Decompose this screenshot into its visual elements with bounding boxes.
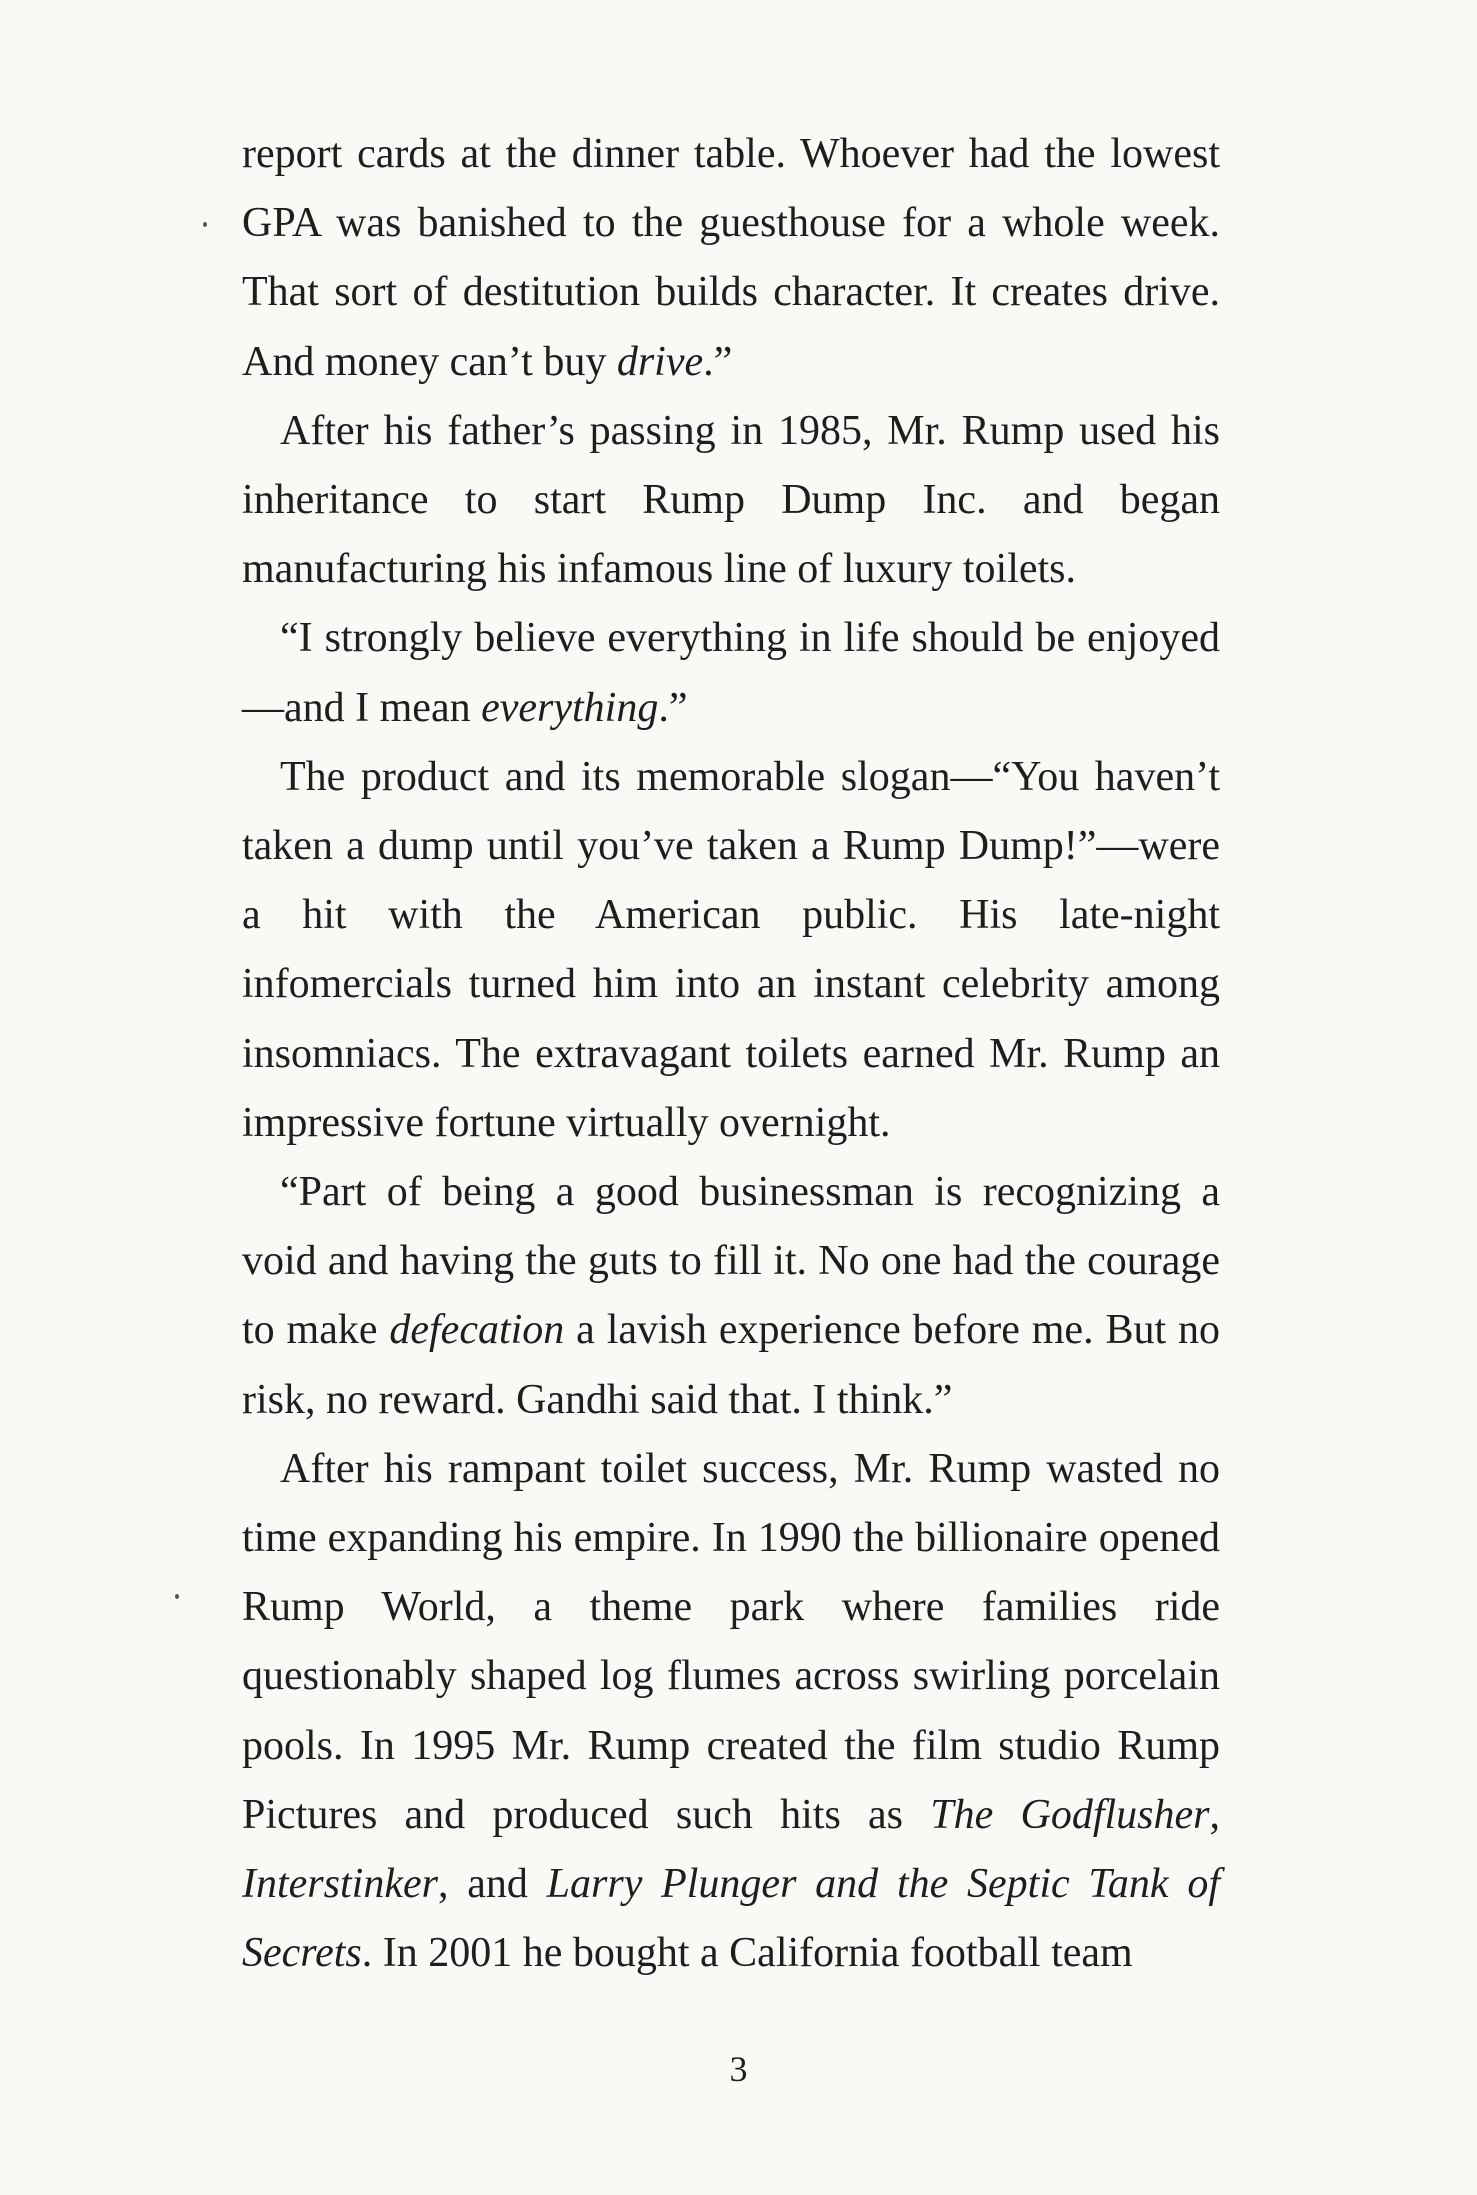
italic-text: Larry Plunger and the Septic Tank of Secrets: [242, 1861, 1220, 1977]
page-number: 3: [729, 2049, 748, 2089]
text-span: a lavish experience before me. But no risk, no reward. Gandhi said that. I think.”: [242, 1307, 1221, 1423]
text-span: After his father’s passing in 1985, Mr. Rump used his inheritance to start Rump Dump Inc. and began manufacturing his infamous line of luxury toilets.: [242, 407, 1220, 593]
text-span: . In 2001 he bought a California football team: [361, 1930, 1133, 1977]
paragraph: [242, 1435, 1220, 1989]
text-span: .”: [703, 338, 733, 385]
text-span: report cards at the dinner table. Whoever had the lowest GPA was banished to the guesthouse for a whole week. That sort of destitution builds character. It creates drive. And money can’t buy: [242, 131, 1220, 385]
text-span: “Part of being a good businessman is recognizing a void and having the guts to fill it. No one had the courage to make: [242, 1169, 1220, 1354]
paragraph: [242, 1158, 1220, 1435]
paragraph: [242, 604, 1220, 742]
body-text: [242, 120, 1220, 1988]
italic-text: drive: [616, 338, 704, 385]
text-span: .”: [658, 684, 688, 731]
paragraph: [242, 743, 1220, 1158]
scan-speck: [175, 1594, 179, 1599]
text-span: “I strongly believe everything in life should be enjoyed—and I mean: [242, 615, 1220, 731]
italic-text: Interstinker: [242, 1861, 438, 1908]
italic-text: defecation: [389, 1307, 565, 1354]
scan-speck: [203, 222, 207, 227]
paragraph: [242, 120, 1220, 397]
text-span: , and: [437, 1861, 547, 1908]
text-span: ,: [1209, 1791, 1220, 1838]
paragraph: [242, 397, 1220, 605]
italic-text: The Godflusher: [930, 1791, 1210, 1838]
text-span: The product and its memorable slogan—“You haven’t taken a dump until you’ve taken a Rump Dump!”—were a hit with the American public. His late-night infomercials turned him into an instant celebrity among insomniacs. The extravagant toilets earned Mr. Rump an impressive fortune virtually overnight.: [242, 753, 1220, 1146]
text-span: After his rampant toilet success, Mr. Rump wasted no time expanding his empire. In 1990 the billionaire opened Rump World, a theme park where families ride questionably shaped log flumes across swirling porcelain pools. In 1995 Mr. Rump created the film studio Rump Pictures and produced such hits as: [242, 1445, 1220, 1838]
italic-text: everything: [481, 684, 659, 731]
